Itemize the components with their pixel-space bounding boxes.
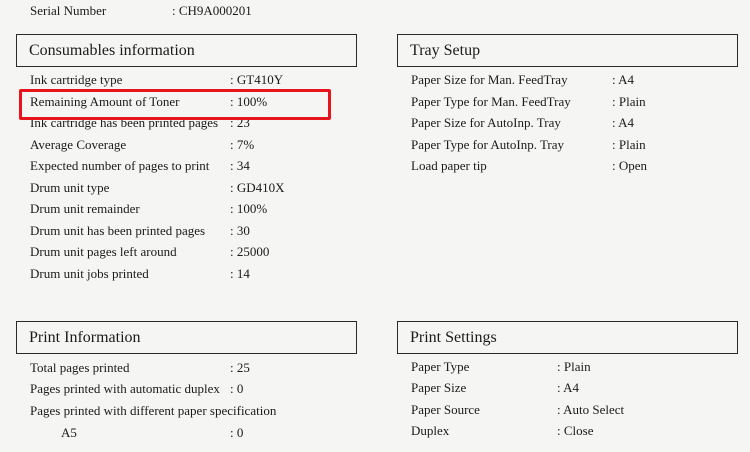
row-label: Drum unit pages left around — [30, 244, 177, 259]
row-value: : Plain — [612, 94, 646, 109]
print-settings-title: Print Settings — [410, 329, 497, 346]
row-label: Load paper tip — [411, 158, 487, 173]
row-value: : 7% — [230, 137, 255, 152]
serial-number-label: Serial Number — [30, 3, 107, 18]
row-value: : Plain — [557, 359, 591, 374]
tray-setup-header — [397, 34, 738, 67]
row-label: Paper Size — [411, 380, 467, 395]
print-settings-header — [397, 321, 738, 354]
row-label: Duplex — [411, 423, 450, 438]
row-value: : 30 — [230, 223, 250, 238]
tray-setup-title: Tray Setup — [410, 42, 481, 59]
consumables-header — [16, 34, 357, 67]
row-label: Remaining Amount of Toner — [30, 94, 180, 109]
row-label: Drum unit jobs printed — [30, 266, 149, 281]
row-value: : 14 — [230, 266, 250, 281]
row-label: Paper Source — [411, 402, 480, 417]
row-label: Total pages printed — [30, 360, 130, 375]
row-value: : A4 — [612, 115, 635, 130]
row-value: : 25 — [230, 360, 250, 375]
serial-number-value: : CH9A000201 — [172, 3, 252, 18]
row-label: Paper Type — [411, 359, 470, 374]
row-value: : Open — [612, 158, 648, 173]
row-label: Pages printed with different paper specification — [30, 403, 277, 418]
row-value: : Plain — [612, 137, 646, 152]
row-label: Drum unit has been printed pages — [30, 223, 206, 238]
row-label: Ink cartridge has been printed pages — [30, 115, 219, 130]
print-information-header — [16, 321, 357, 354]
row-label: Average Coverage — [30, 137, 127, 152]
row-value: : Auto Select — [557, 402, 625, 417]
row-label: Paper Size for Man. FeedTray — [411, 72, 568, 87]
row-value: : 34 — [230, 158, 250, 173]
row-label: Ink cartridge type — [30, 72, 123, 87]
row-value: : 0 — [230, 381, 244, 396]
toner-highlight-box — [19, 89, 331, 120]
row-value: : 25000 — [230, 244, 270, 259]
print-information-title: Print Information — [29, 329, 141, 346]
row-label: Paper Type for AutoInp. Tray — [411, 137, 565, 152]
consumables-title: Consumables information — [29, 42, 195, 59]
row-label: A5 — [61, 425, 77, 440]
row-label: Drum unit type — [30, 180, 110, 195]
row-label: Expected number of pages to print — [30, 158, 210, 173]
row-label: Paper Type for Man. FeedTray — [411, 94, 571, 109]
row-value: : 100% — [230, 94, 268, 109]
row-value: : A4 — [557, 380, 580, 395]
row-value: : 23 — [230, 115, 250, 130]
row-label: Drum unit remainder — [30, 201, 140, 216]
row-label: Pages printed with automatic duplex — [30, 381, 220, 396]
row-value: : 100% — [230, 201, 268, 216]
row-label: Paper Size for AutoInp. Tray — [411, 115, 561, 130]
row-value: : GD410X — [230, 180, 285, 195]
row-value: : 0 — [230, 425, 244, 440]
row-value: : Close — [557, 423, 594, 438]
row-value: : GT410Y — [230, 72, 284, 87]
row-value: : A4 — [612, 72, 635, 87]
